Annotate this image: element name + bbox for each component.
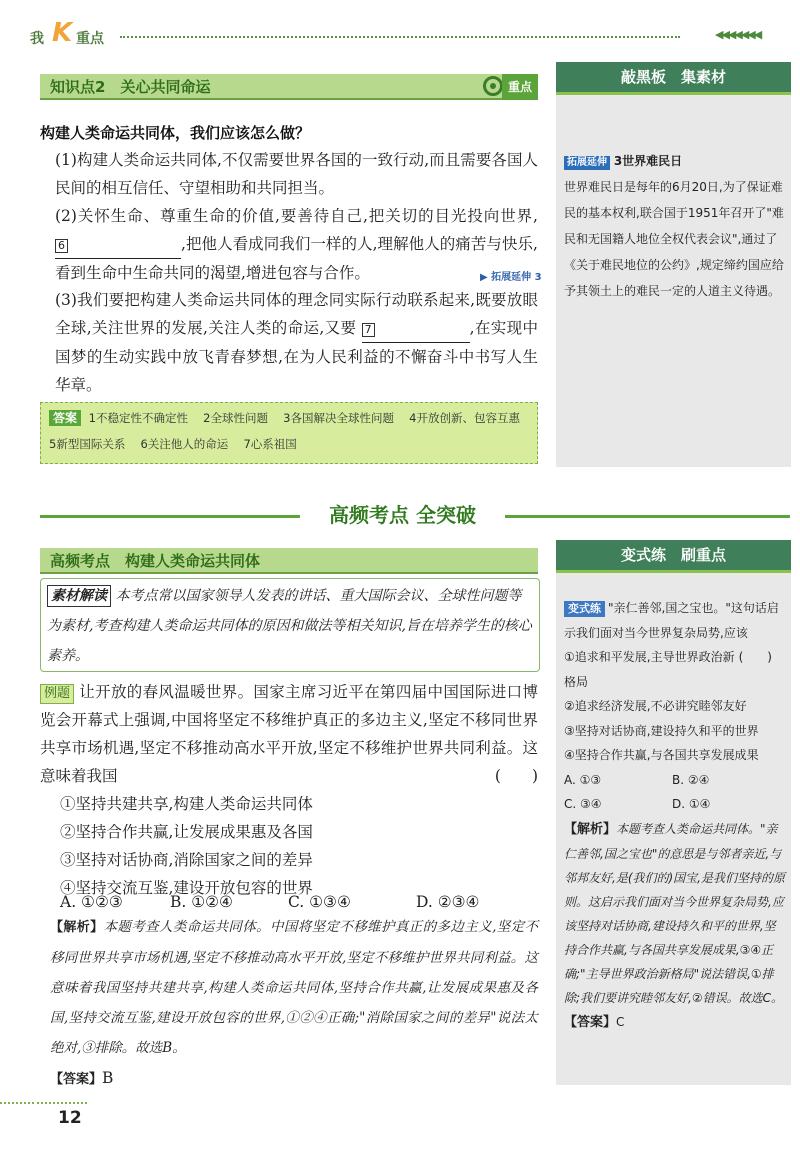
knowledge-paragraph-3: (3)我们要把构建人类命运共同体的理念同实际行动联系起来,既要放眼全球,关注世界的发展,关注人类的命运,又要 7 ,在实现中国梦的生动实践中放飞青春梦想,在为人民利益的不懈奋斗中书写人生华章。 — [55, 291, 538, 394]
option-item: ③坚持对话协商,消除国家之间的差异 — [60, 851, 313, 869]
example-analysis: 【解析】本题考查人类命运共同体。中国将坚定不移维护真正的多边主义,坚定不移同世界共享市场机遇,坚定不移推动高水平开放,坚定不移维护世界共同利益。这意味着我国坚持共建共享,构建人类命运共同体,坚持合作共赢,让发展成果惠及各国,坚持交流互鉴,建设开放包容的世界,①②④正确;"消除国家之间的差异"说法太绝对,③排除。故选B。 — [50, 919, 538, 1056]
option-item: ④坚持交流互鉴,建设开放包容的世界 — [60, 879, 313, 897]
option-item: ①追求和平发展,主导世界政治新格局 — [564, 650, 735, 689]
practice-question: 变式练 "亲仁善邻,国之宝也。"这句话启示我们面对当今世界复杂局势,应该 ( ) ①追求和平发展,主导世界政治新格局 ②追求经济发展,不必讲究睦邻友好 ③坚持对话协商,建设持久和平的世界 ④坚持合作共赢,与各国共享发展成果 A. ①③ B. ②④ C. ③④ D. ①④ 【解析】本题考查人类命运共同体。"亲仁善邻,国之宝也"的意思是与邻者亲近,与邻邦友好,是(我们的)国宝,是我们坚持的原则。这启示我们面对当今世界复杂局势,应该坚持对话协商,建设持久和平的世界,坚持合作共赢,与各国共享发展成果,③④正确;"主导世界政治新格局"说法错误,①排除;我们要讲究睦邻友好,②错误。故选C。 【答案】C — [564, 596, 786, 1035]
knowledge-paragraph-2: (2)关怀生命、尊重生命的价值,要善待自己,把关切的目光投向世界, 6 ,把他人看成同我们一样的人,理解他人的痛苦与快乐,看到生命中生命共同的渴望,增进包容与合作。 — [55, 207, 538, 282]
banner-title: 高频考点 全突破 — [300, 500, 505, 530]
option-item: ②坚持合作共赢,让发展成果惠及各国 — [60, 823, 313, 841]
choice-c: C. ③④ — [564, 797, 602, 811]
blank-6: 6 — [55, 230, 181, 259]
choice-b: B. ②④ — [672, 772, 710, 787]
example-question: 例题 让开放的春风温暖世界。国家主席习近平在第四届中国国际进口博览会开幕式上强调,中国将坚定不移维护真正的多边主义,坚定不移同世界共享市场机遇,坚定不移推动高水平开放,坚定不移维护世界共同利益。这意味着我国 ( ) — [40, 683, 538, 785]
side-panel-title: 变式练 刷重点 — [556, 540, 791, 573]
section-bar-knowledge: 知识点2 关心共同命运 重点 — [40, 74, 538, 100]
material-box: 素材解读 本考点常以国家领导人发表的讲话、重大国际会议、全球性问题等为素材,考查构建人类命运共同体的原因和做法等相关知识,旨在培养学生的核心素养。 — [40, 578, 540, 672]
knowledge-paragraph-1: (1)构建人类命运共同体,不仅需要世界各国的一致行动,而且需要各国人民间的相互信任、守望相助和共同担当。 — [55, 151, 538, 197]
practice-tag: 变式练 — [564, 601, 605, 617]
choice-d: D. ①④ — [672, 797, 711, 811]
option-item: ③坚持对话协商,建设持久和平的世界 — [564, 723, 759, 738]
target-icon — [483, 76, 503, 96]
arrow-left-icon: ◀◀◀◀◀◀◀ — [715, 28, 761, 41]
choice-a: A. ①②③ — [60, 893, 123, 911]
side-panel-material — [556, 62, 791, 467]
header-divider — [120, 36, 680, 38]
question-heading: 构建人类命运共同体，我们应该怎么做？ — [40, 124, 311, 142]
choice-b: B. ①②④ — [170, 893, 233, 911]
option-item: ②追求经济发展,不必讲究睦邻友好 — [564, 699, 747, 713]
footer-divider — [0, 1102, 30, 1104]
page-number: 12 — [58, 1108, 82, 1128]
side-panel-body: 拓展延伸 3世界难民日 世界难民日是每年的6月20日,为了保证难民的基本权利,联合国于1951年召开了"难民和无国籍人地位全权代表会议",通过了《关于难民地位的公约》,规定缔约国应给予其领土上的难民一定的人道主义待遇。 — [564, 154, 784, 298]
option-item: ④坚持合作共赢,与各国共享发展成果 — [564, 748, 759, 762]
side-panel-title: 敲黑板 集素材 — [556, 62, 791, 95]
material-label: 素材解读 — [47, 585, 111, 607]
example-answer: 【答案】B — [50, 1069, 114, 1087]
practice-answer: 【答案】C — [564, 1014, 625, 1030]
answer-label: 答案 — [49, 410, 81, 426]
answer-box: 答案 1不稳定性不确定性 2全球性问题 3各国解决全球性问题 4开放创新、包容互惠 5新型国际关系 6关注他人的命运 7心系祖国 — [40, 402, 538, 464]
example-options — [60, 790, 538, 902]
blank-7: 7 — [362, 314, 470, 343]
option-item: ①坚持共建共享,构建人类命运共同体 — [60, 795, 313, 813]
extension-link[interactable]: ▶ 拓展延伸 3 — [480, 272, 542, 283]
section-bar-highfreq: 高频考点 构建人类命运共同体 — [40, 548, 538, 574]
practice-analysis: 【解析】本题考查人类命运共同体。"亲仁善邻,国之宝也"的意思是与邻者亲近,与邻邦友好,是(我们的)国宝,是我们坚持的原则。这启示我们面对当今世界复杂局势,应该坚持对话协商,建设持久和平的世界,坚持合作共赢,与各国共享发展成果,③④正确;"主导世界政治新格局"说法错误,①排除;我们要讲究睦邻友好,②错误。故选C。 — [564, 821, 785, 1005]
example-label: 例题 — [40, 684, 74, 704]
choice-d: D. ②③④ — [416, 893, 480, 911]
choice-a: A. ①③ — [564, 772, 602, 787]
side-panel-practice — [556, 540, 791, 1085]
choice-c: C. ①③④ — [288, 893, 351, 911]
extension-tag: 拓展延伸 — [564, 156, 610, 170]
key-point-badge: 重点 — [502, 74, 538, 100]
brand-logo: 我 K 重点 — [30, 18, 104, 48]
